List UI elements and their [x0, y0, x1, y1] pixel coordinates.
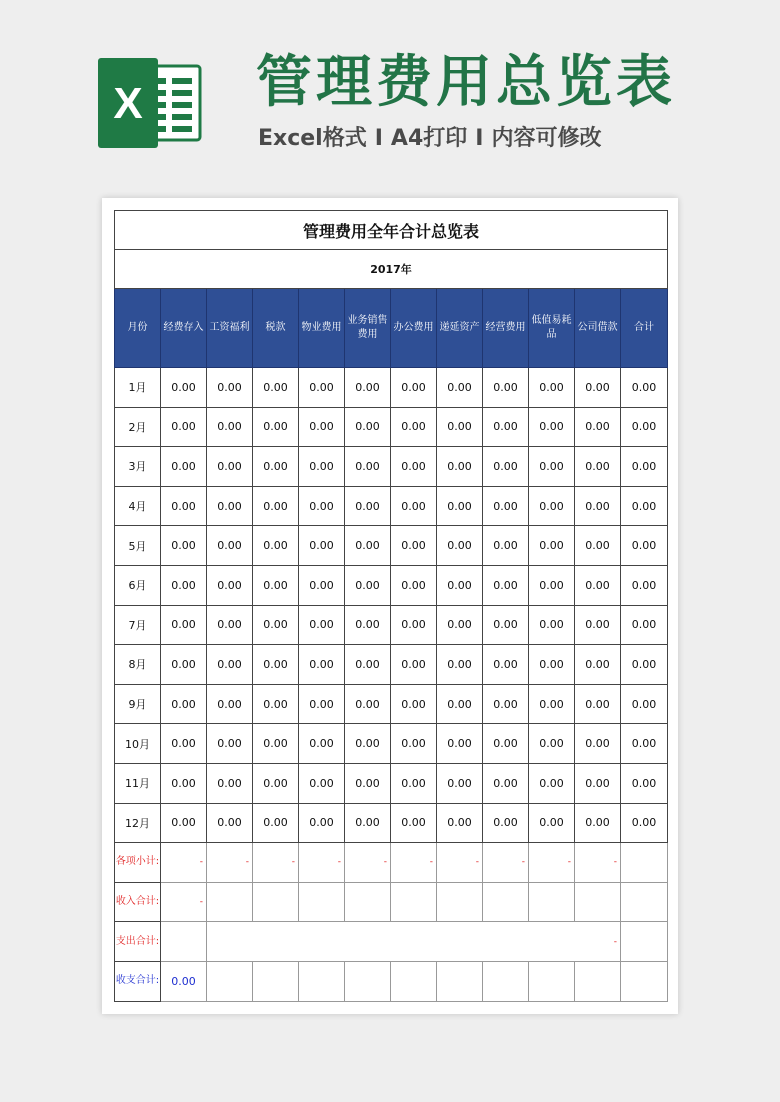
summary-row: [115, 961, 668, 1001]
value-cell[interactable]: 0.00: [529, 605, 575, 645]
summary-cell[interactable]: -: [575, 843, 621, 883]
value-cell[interactable]: 0.00: [161, 605, 207, 645]
value-cell[interactable]: 0.00: [299, 447, 345, 487]
value-cell[interactable]: 0.00: [161, 526, 207, 566]
summary-cell[interactable]: -: [437, 843, 483, 883]
summary-cell[interactable]: [391, 882, 437, 922]
value-cell[interactable]: 0.00: [621, 486, 668, 526]
value-cell[interactable]: 0.00: [391, 368, 437, 408]
summary-cell[interactable]: -: [299, 843, 345, 883]
month-cell[interactable]: 10月: [115, 724, 161, 764]
column-header[interactable]: 办公费用: [391, 289, 437, 368]
column-header[interactable]: 合计: [621, 289, 668, 368]
value-cell[interactable]: 0.00: [161, 407, 207, 447]
value-cell[interactable]: 0.00: [621, 605, 668, 645]
subtitle-format: Excel格式: [258, 126, 367, 151]
value-cell[interactable]: 0.00: [161, 368, 207, 408]
value-cell[interactable]: 0.00: [391, 447, 437, 487]
value-cell[interactable]: 0.00: [345, 645, 391, 685]
value-cell[interactable]: 0.00: [299, 407, 345, 447]
summary-label[interactable]: 收支合计:: [115, 961, 161, 1001]
page-subtitle: [258, 124, 678, 154]
value-cell[interactable]: 0.00: [299, 605, 345, 645]
value-cell[interactable]: 0.00: [207, 407, 253, 447]
value-cell[interactable]: 0.00: [207, 803, 253, 843]
value-cell[interactable]: 0.00: [253, 486, 299, 526]
summary-cell[interactable]: 0.00: [161, 961, 207, 1001]
summary-cell[interactable]: -: [207, 843, 253, 883]
value-cell[interactable]: 0.00: [299, 368, 345, 408]
summary-cell[interactable]: [437, 961, 483, 1001]
summary-cell[interactable]: [483, 961, 529, 1001]
value-cell[interactable]: 0.00: [299, 526, 345, 566]
table-row: [115, 803, 668, 843]
summary-cell[interactable]: [299, 882, 345, 922]
value-cell[interactable]: 0.00: [437, 645, 483, 685]
summary-cell[interactable]: [161, 922, 207, 962]
value-cell[interactable]: 0.00: [345, 447, 391, 487]
value-cell[interactable]: 0.00: [207, 763, 253, 803]
value-cell[interactable]: 0.00: [253, 407, 299, 447]
value-cell[interactable]: 0.00: [529, 486, 575, 526]
month-cell[interactable]: 1月: [115, 368, 161, 408]
value-cell[interactable]: 0.00: [391, 645, 437, 685]
value-cell[interactable]: 0.00: [207, 605, 253, 645]
summary-row: [115, 922, 668, 962]
value-cell[interactable]: 0.00: [161, 684, 207, 724]
subtitle-editable: 内容可修改: [491, 126, 602, 151]
value-cell[interactable]: 0.00: [253, 724, 299, 764]
value-cell[interactable]: 0.00: [529, 526, 575, 566]
month-cell[interactable]: 8月: [115, 645, 161, 685]
summary-row: [115, 843, 668, 883]
value-cell[interactable]: 0.00: [483, 486, 529, 526]
month-cell[interactable]: 5月: [115, 526, 161, 566]
summary-row: [115, 882, 668, 922]
value-cell[interactable]: 0.00: [207, 486, 253, 526]
month-cell[interactable]: 3月: [115, 447, 161, 487]
summary-label[interactable]: 各项小计:: [115, 843, 161, 883]
table-row: [115, 605, 668, 645]
table-header-row: [115, 289, 668, 368]
value-cell[interactable]: 0.00: [299, 803, 345, 843]
value-cell[interactable]: 0.00: [529, 368, 575, 408]
table-row: [115, 763, 668, 803]
value-cell[interactable]: 0.00: [207, 447, 253, 487]
month-cell[interactable]: 6月: [115, 565, 161, 605]
value-cell[interactable]: 0.00: [575, 486, 621, 526]
value-cell[interactable]: 0.00: [253, 368, 299, 408]
table-row: [115, 526, 668, 566]
month-cell[interactable]: 2月: [115, 407, 161, 447]
value-cell[interactable]: 0.00: [161, 645, 207, 685]
page-header: [0, 0, 780, 190]
table-title[interactable]: 管理费用全年合计总览表: [115, 211, 668, 250]
value-cell[interactable]: 0.00: [437, 486, 483, 526]
value-cell[interactable]: 0.00: [621, 803, 668, 843]
value-cell[interactable]: 0.00: [529, 684, 575, 724]
value-cell[interactable]: 0.00: [483, 724, 529, 764]
value-cell[interactable]: 0.00: [529, 803, 575, 843]
value-cell[interactable]: 0.00: [253, 447, 299, 487]
value-cell[interactable]: 0.00: [253, 605, 299, 645]
summary-cell[interactable]: [253, 961, 299, 1001]
summary-cell[interactable]: [207, 961, 253, 1001]
value-cell[interactable]: 0.00: [299, 645, 345, 685]
value-cell[interactable]: 0.00: [345, 368, 391, 408]
value-cell[interactable]: 0.00: [529, 724, 575, 764]
value-cell[interactable]: 0.00: [299, 565, 345, 605]
value-cell[interactable]: 0.00: [207, 368, 253, 408]
value-cell[interactable]: 0.00: [345, 486, 391, 526]
value-cell[interactable]: 0.00: [299, 763, 345, 803]
value-cell[interactable]: 0.00: [253, 645, 299, 685]
value-cell[interactable]: 0.00: [529, 447, 575, 487]
value-cell[interactable]: 0.00: [483, 447, 529, 487]
value-cell[interactable]: 0.00: [345, 565, 391, 605]
value-cell[interactable]: 0.00: [437, 684, 483, 724]
value-cell[interactable]: 0.00: [253, 565, 299, 605]
value-cell[interactable]: 0.00: [575, 803, 621, 843]
table-row: [115, 565, 668, 605]
value-cell[interactable]: 0.00: [529, 407, 575, 447]
value-cell[interactable]: 0.00: [529, 645, 575, 685]
value-cell[interactable]: 0.00: [253, 526, 299, 566]
spreadsheet-page: [102, 198, 678, 1014]
value-cell[interactable]: 0.00: [483, 645, 529, 685]
value-cell[interactable]: 0.00: [621, 684, 668, 724]
column-header[interactable]: 税款: [253, 289, 299, 368]
summary-cell[interactable]: -: [161, 882, 207, 922]
column-header[interactable]: 经费存入: [161, 289, 207, 368]
value-cell[interactable]: 0.00: [345, 724, 391, 764]
summary-cell[interactable]: [529, 961, 575, 1001]
value-cell[interactable]: 0.00: [621, 526, 668, 566]
value-cell[interactable]: 0.00: [391, 724, 437, 764]
summary-cell[interactable]: [253, 882, 299, 922]
value-cell[interactable]: 0.00: [391, 565, 437, 605]
value-cell[interactable]: 0.00: [391, 763, 437, 803]
value-cell[interactable]: 0.00: [161, 803, 207, 843]
value-cell[interactable]: 0.00: [345, 763, 391, 803]
value-cell[interactable]: 0.00: [207, 565, 253, 605]
value-cell[interactable]: 0.00: [345, 803, 391, 843]
summary-cell[interactable]: [391, 961, 437, 1001]
month-cell[interactable]: 4月: [115, 486, 161, 526]
value-cell[interactable]: 0.00: [575, 724, 621, 764]
expense-table: [114, 210, 668, 1002]
value-cell[interactable]: 0.00: [437, 407, 483, 447]
value-cell[interactable]: 0.00: [161, 565, 207, 605]
value-cell[interactable]: 0.00: [621, 447, 668, 487]
column-header[interactable]: 公司借款: [575, 289, 621, 368]
value-cell[interactable]: 0.00: [621, 724, 668, 764]
table-row: [115, 645, 668, 685]
value-cell[interactable]: 0.00: [437, 447, 483, 487]
value-cell[interactable]: 0.00: [575, 565, 621, 605]
value-cell[interactable]: 0.00: [437, 724, 483, 764]
value-cell[interactable]: 0.00: [345, 407, 391, 447]
logo-letter: X: [113, 79, 143, 128]
summary-cell[interactable]: [621, 922, 668, 962]
value-cell[interactable]: 0.00: [483, 368, 529, 408]
value-cell[interactable]: 0.00: [161, 486, 207, 526]
value-cell[interactable]: 0.00: [621, 645, 668, 685]
column-header[interactable]: 经营费用: [483, 289, 529, 368]
table-row: [115, 407, 668, 447]
month-cell[interactable]: 9月: [115, 684, 161, 724]
summary-cell[interactable]: [575, 882, 621, 922]
value-cell[interactable]: 0.00: [575, 645, 621, 685]
summary-cell[interactable]: [207, 882, 253, 922]
month-cell[interactable]: 11月: [115, 763, 161, 803]
summary-cell[interactable]: [529, 882, 575, 922]
value-cell[interactable]: 0.00: [437, 605, 483, 645]
value-cell[interactable]: 0.00: [345, 605, 391, 645]
value-cell[interactable]: 0.00: [161, 724, 207, 764]
value-cell[interactable]: 0.00: [621, 368, 668, 408]
month-cell[interactable]: 12月: [115, 803, 161, 843]
value-cell[interactable]: 0.00: [575, 407, 621, 447]
column-header[interactable]: 月份: [115, 289, 161, 368]
table-row: [115, 486, 668, 526]
summary-label[interactable]: 支出合计:: [115, 922, 161, 962]
table-row: [115, 447, 668, 487]
value-cell[interactable]: 0.00: [529, 565, 575, 605]
page-title: 管理费用总览表: [256, 50, 676, 115]
value-cell[interactable]: 0.00: [207, 684, 253, 724]
value-cell[interactable]: 0.00: [575, 605, 621, 645]
value-cell[interactable]: 0.00: [253, 684, 299, 724]
value-cell[interactable]: 0.00: [207, 724, 253, 764]
summary-cell[interactable]: -: [207, 922, 621, 962]
summary-cell[interactable]: -: [345, 843, 391, 883]
value-cell[interactable]: 0.00: [437, 368, 483, 408]
column-header[interactable]: 工资福利: [207, 289, 253, 368]
value-cell[interactable]: 0.00: [575, 447, 621, 487]
summary-cell[interactable]: [345, 882, 391, 922]
value-cell[interactable]: 0.00: [391, 803, 437, 843]
value-cell[interactable]: 0.00: [483, 526, 529, 566]
table-row: [115, 684, 668, 724]
value-cell[interactable]: 0.00: [161, 763, 207, 803]
value-cell[interactable]: 0.00: [161, 447, 207, 487]
summary-cell[interactable]: [299, 961, 345, 1001]
value-cell[interactable]: 0.00: [437, 763, 483, 803]
value-cell[interactable]: 0.00: [621, 565, 668, 605]
value-cell[interactable]: 0.00: [621, 407, 668, 447]
summary-label[interactable]: 收入合计:: [115, 882, 161, 922]
value-cell[interactable]: 0.00: [483, 684, 529, 724]
value-cell[interactable]: 0.00: [483, 407, 529, 447]
summary-cell[interactable]: [621, 882, 668, 922]
excel-logo-icon: [98, 58, 202, 148]
subtitle-print: A4打印: [390, 126, 468, 151]
value-cell[interactable]: 0.00: [345, 684, 391, 724]
summary-cell[interactable]: [621, 843, 668, 883]
summary-cell[interactable]: -: [529, 843, 575, 883]
summary-cell[interactable]: -: [161, 843, 207, 883]
value-cell[interactable]: 0.00: [437, 803, 483, 843]
summary-cell[interactable]: -: [483, 843, 529, 883]
value-cell[interactable]: 0.00: [575, 763, 621, 803]
value-cell[interactable]: 0.00: [253, 803, 299, 843]
month-cell[interactable]: 7月: [115, 605, 161, 645]
value-cell[interactable]: 0.00: [207, 645, 253, 685]
value-cell[interactable]: 0.00: [391, 407, 437, 447]
value-cell[interactable]: 0.00: [483, 605, 529, 645]
subtitle-separator: I: [475, 126, 484, 151]
value-cell[interactable]: 0.00: [345, 526, 391, 566]
value-cell[interactable]: 0.00: [391, 526, 437, 566]
table-year[interactable]: 2017年: [115, 250, 668, 289]
table-row: [115, 724, 668, 764]
table-row: [115, 368, 668, 408]
value-cell[interactable]: 0.00: [391, 605, 437, 645]
value-cell[interactable]: 0.00: [253, 763, 299, 803]
column-header[interactable]: 业务销售费用: [345, 289, 391, 368]
value-cell[interactable]: 0.00: [621, 763, 668, 803]
value-cell[interactable]: 0.00: [483, 763, 529, 803]
value-cell[interactable]: 0.00: [575, 368, 621, 408]
summary-cell[interactable]: [621, 961, 668, 1001]
column-header[interactable]: 物业费用: [299, 289, 345, 368]
value-cell[interactable]: 0.00: [207, 526, 253, 566]
value-cell[interactable]: 0.00: [299, 684, 345, 724]
value-cell[interactable]: 0.00: [575, 684, 621, 724]
value-cell[interactable]: 0.00: [437, 565, 483, 605]
value-cell[interactable]: 0.00: [391, 486, 437, 526]
value-cell[interactable]: 0.00: [529, 763, 575, 803]
summary-cell[interactable]: -: [391, 843, 437, 883]
summary-cell[interactable]: -: [253, 843, 299, 883]
value-cell[interactable]: 0.00: [483, 565, 529, 605]
value-cell[interactable]: 0.00: [299, 486, 345, 526]
value-cell[interactable]: 0.00: [575, 526, 621, 566]
column-header[interactable]: 递延资产: [437, 289, 483, 368]
column-header[interactable]: 低值易耗品: [529, 289, 575, 368]
value-cell[interactable]: 0.00: [483, 803, 529, 843]
value-cell[interactable]: 0.00: [437, 526, 483, 566]
summary-cell[interactable]: [575, 961, 621, 1001]
summary-cell[interactable]: [483, 882, 529, 922]
summary-cell[interactable]: [437, 882, 483, 922]
value-cell[interactable]: 0.00: [391, 684, 437, 724]
subtitle-separator: I: [374, 126, 383, 151]
value-cell[interactable]: 0.00: [299, 724, 345, 764]
summary-cell[interactable]: [345, 961, 391, 1001]
